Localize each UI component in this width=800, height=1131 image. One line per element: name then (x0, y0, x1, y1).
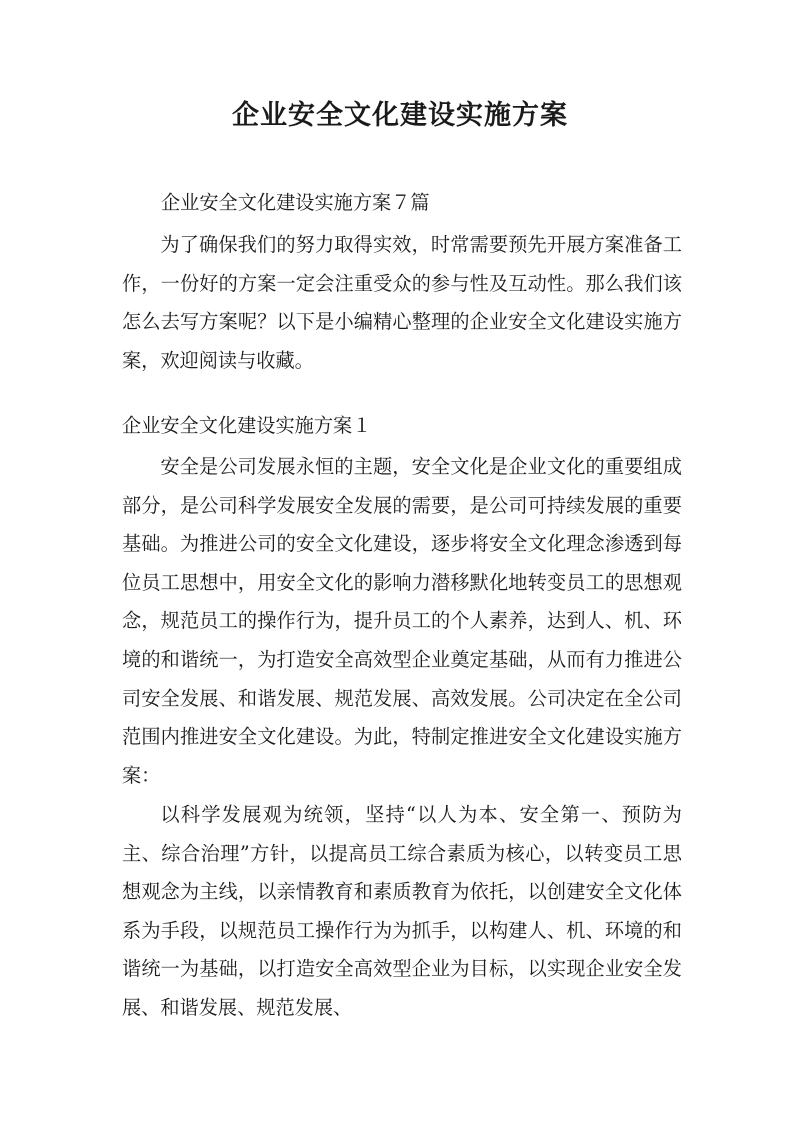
body-paragraph-2: 以科学发展观为统领，坚持“以人为本、安全第一、预防为主、综合治理”方针，以提高员工综合素质为核心，以转变员工思想观念为主线，以亲情教育和素质教育为依托，以创建安全文化体系为手段，以规范员工操作行为为抓手，以构建人、机、环境的和谐统一为基础，以打造安全高效型企业为目标，以实现企业安全发展、和谐发展、规范发展、 (122, 803, 682, 1019)
section-heading: 企业安全文化建设实施方案１ (122, 414, 372, 437)
body-paragraph-1: 安全是公司发展永恒的主题，安全文化是企业文化的重要组成部分，是公司科学发展安全发展的需要，是公司可持续发展的重要基础。为推进公司的安全文化建设，逐步将安全文化理念渗透到每位员工思想中，用安全文化的影响力潜移默化地转变员工的思想观念，规范员工的操作行为，提升员工的个人素养，达到人、机、环境的和谐统一，为打造安全高效型企业奠定基础，从而有力推进公司安全发展、和谐发展、规范发展、高效发展。公司决定在全公司范围内推进安全文化建设。为此，特制定推进安全文化建设实施方案： (122, 455, 682, 787)
document-title: 企业安全文化建设实施方案 (232, 100, 568, 131)
intro-paragraph: 为了确保我们的努力取得实效，时常需要预先开展方案准备工作，一份好的方案一定会注重受众的参与性及互动性。那么我们该怎么去写方案呢？以下是小编精心整理的企业安全文化建设实施方案，欢迎阅读与收藏。 (122, 233, 682, 372)
document-subtitle: 企业安全文化建设实施方案７篇 (161, 191, 430, 214)
